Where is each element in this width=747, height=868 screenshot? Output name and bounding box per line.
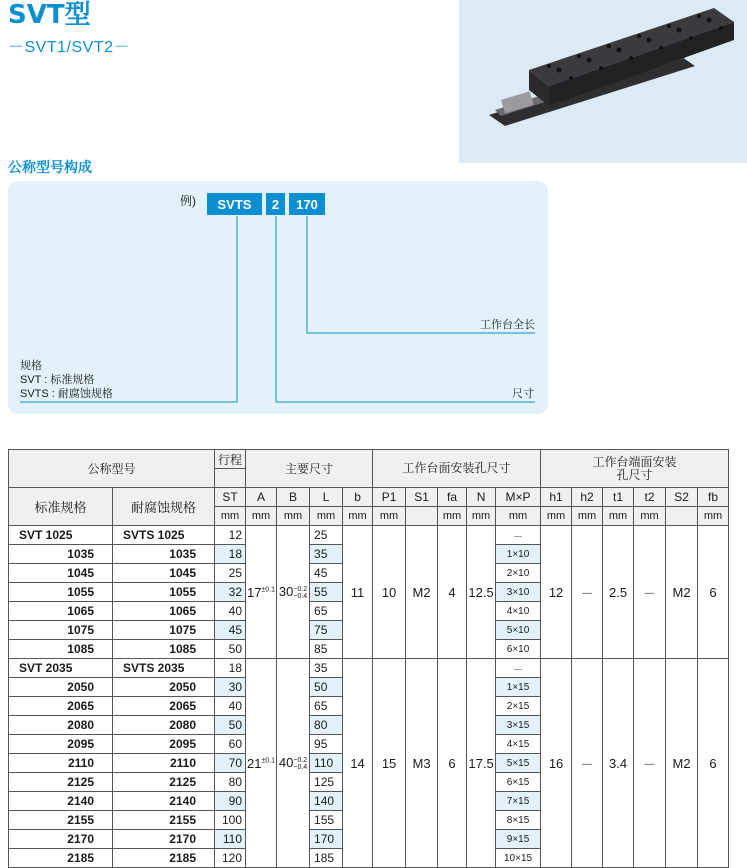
dim-MxP: 3×10 bbox=[496, 583, 541, 602]
dim-b: 14 bbox=[343, 659, 373, 868]
stroke-value: 80 bbox=[215, 773, 246, 792]
dim-MxP: 1×15 bbox=[496, 678, 541, 697]
dim-MxP: 5×10 bbox=[496, 621, 541, 640]
dim-P1: 15 bbox=[373, 659, 406, 868]
dim-L: 35 bbox=[310, 545, 343, 564]
dim-MxP: 3×15 bbox=[496, 716, 541, 735]
dim-A bbox=[246, 659, 277, 868]
dim-B-value: 30 bbox=[278, 584, 294, 600]
stroke-value: 18 bbox=[215, 659, 246, 678]
dim-b: 11 bbox=[343, 526, 373, 659]
dim-MxP: 7×15 bbox=[496, 792, 541, 811]
std-model: 2185 bbox=[9, 849, 113, 868]
unit-cell: mm bbox=[603, 507, 634, 526]
dim-L: 95 bbox=[310, 735, 343, 754]
table-row bbox=[9, 659, 729, 678]
cr-model: 2095 bbox=[113, 735, 215, 754]
std-model: 1045 bbox=[9, 564, 113, 583]
col-N: N bbox=[467, 488, 496, 507]
std-model: 2080 bbox=[9, 716, 113, 735]
dim-S2: M2 bbox=[666, 526, 698, 659]
cr-model: 2050 bbox=[113, 678, 215, 697]
dim-B-tolerance bbox=[293, 586, 307, 600]
dim-L: 85 bbox=[310, 640, 343, 659]
code-series: SVTS bbox=[207, 193, 262, 215]
unit-cell bbox=[666, 507, 698, 526]
std-model: 1085 bbox=[9, 640, 113, 659]
dim-fa: 4 bbox=[438, 526, 467, 659]
stroke-value: 40 bbox=[215, 602, 246, 621]
col-h2: h2 bbox=[572, 488, 603, 507]
unit-cell: mm bbox=[215, 507, 246, 526]
col-S2: S2 bbox=[666, 488, 698, 507]
dim-L: 125 bbox=[310, 773, 343, 792]
stroke-value: 30 bbox=[215, 678, 246, 697]
dim-S1: M3 bbox=[406, 659, 438, 868]
dim-L: 185 bbox=[310, 849, 343, 868]
dim-MxP: － bbox=[496, 526, 541, 545]
dim-t1: 3.4 bbox=[603, 659, 634, 868]
cr-model: 1055 bbox=[113, 583, 215, 602]
cr-model: 1045 bbox=[113, 564, 215, 583]
dim-MxP: － bbox=[496, 659, 541, 678]
col-fb: fb bbox=[698, 488, 729, 507]
unit-cell bbox=[406, 507, 438, 526]
dim-L: 25 bbox=[310, 526, 343, 545]
std-model: 2110 bbox=[9, 754, 113, 773]
stroke-value: 120 bbox=[215, 849, 246, 868]
note-spec-cr: SVTS : 耐腐蚀规格 bbox=[20, 388, 113, 400]
header-stroke: 行程 bbox=[215, 450, 246, 469]
unit-cell: mm bbox=[310, 507, 343, 526]
dim-fb: 6 bbox=[698, 659, 729, 868]
stroke-value: 50 bbox=[215, 640, 246, 659]
std-model: 1055 bbox=[9, 583, 113, 602]
stroke-value: 45 bbox=[215, 621, 246, 640]
cr-model: 1035 bbox=[113, 545, 215, 564]
code-length: 170 bbox=[289, 193, 325, 215]
dim-h2: － bbox=[572, 659, 603, 868]
col-ST: ST bbox=[215, 488, 246, 507]
cr-model: 2080 bbox=[113, 716, 215, 735]
dim-A bbox=[246, 526, 277, 659]
dim-MxP: 8×15 bbox=[496, 811, 541, 830]
col-t1: t1 bbox=[603, 488, 634, 507]
dim-P1: 10 bbox=[373, 526, 406, 659]
cr-model: 2065 bbox=[113, 697, 215, 716]
stroke-value: 90 bbox=[215, 792, 246, 811]
stroke-value: 18 bbox=[215, 545, 246, 564]
dim-L: 45 bbox=[310, 564, 343, 583]
note-spec-std: SVT : 标准规格 bbox=[20, 374, 95, 386]
dim-S1: M2 bbox=[406, 526, 438, 659]
tol-upper: −0.2 bbox=[293, 585, 308, 593]
note-length: 工作台全长 bbox=[480, 319, 535, 331]
dim-B-value: 40 bbox=[278, 755, 294, 771]
stroke-value: 32 bbox=[215, 583, 246, 602]
dim-L: 35 bbox=[310, 659, 343, 678]
std-model: 1035 bbox=[9, 545, 113, 564]
dim-L: 50 bbox=[310, 678, 343, 697]
unit-cell: mm bbox=[634, 507, 666, 526]
dim-fa: 6 bbox=[438, 659, 467, 868]
dim-L: 155 bbox=[310, 811, 343, 830]
dim-N: 12.5 bbox=[467, 526, 496, 659]
dim-MxP: 6×15 bbox=[496, 773, 541, 792]
cr-model: 2155 bbox=[113, 811, 215, 830]
std-model: 1075 bbox=[9, 621, 113, 640]
stroke-value: 12 bbox=[215, 526, 246, 545]
dim-h2: － bbox=[572, 526, 603, 659]
unit-cell: mm bbox=[277, 507, 310, 526]
cr-model: 2170 bbox=[113, 830, 215, 849]
dim-B bbox=[277, 659, 310, 868]
unit-cell: mm bbox=[343, 507, 373, 526]
spec-table bbox=[8, 449, 729, 868]
col-L: L bbox=[310, 488, 343, 507]
tol-lower: −0.4 bbox=[293, 592, 308, 600]
unit-cell: mm bbox=[541, 507, 572, 526]
std-model: 2050 bbox=[9, 678, 113, 697]
section-title: 公称型号构成 bbox=[8, 160, 92, 176]
dim-t1: 2.5 bbox=[603, 526, 634, 659]
cr-model: 2125 bbox=[113, 773, 215, 792]
header-std: 标准规格 bbox=[9, 488, 113, 526]
unit-cell: mm bbox=[438, 507, 467, 526]
unit-cell: mm bbox=[572, 507, 603, 526]
std-model: 1065 bbox=[9, 602, 113, 621]
dim-B-tolerance bbox=[293, 757, 307, 771]
col-S1: S1 bbox=[406, 488, 438, 507]
dim-A-tolerance: ±0.1 bbox=[261, 586, 276, 594]
dim-MxP: 2×15 bbox=[496, 697, 541, 716]
cr-model: 2110 bbox=[113, 754, 215, 773]
std-model: SVT 2035 bbox=[9, 659, 113, 678]
std-model: 2095 bbox=[9, 735, 113, 754]
dim-L: 80 bbox=[310, 716, 343, 735]
page-title: SVT型 bbox=[8, 0, 91, 30]
cr-model: 1085 bbox=[113, 640, 215, 659]
header-cr: 耐腐蚀规格 bbox=[113, 488, 215, 526]
std-model: 2140 bbox=[9, 792, 113, 811]
dim-L: 75 bbox=[310, 621, 343, 640]
unit-cell: mm bbox=[246, 507, 277, 526]
stroke-value: 50 bbox=[215, 716, 246, 735]
page-subtitle: －SVT1/SVT2－ bbox=[8, 39, 130, 56]
dim-MxP: 9×15 bbox=[496, 830, 541, 849]
cr-model: 2185 bbox=[113, 849, 215, 868]
dim-MxP: 2×10 bbox=[496, 564, 541, 583]
dim-MxP: 6×10 bbox=[496, 640, 541, 659]
note-size: 尺寸 bbox=[512, 388, 534, 400]
tol-upper: −0.2 bbox=[293, 756, 308, 764]
col-t2: t2 bbox=[634, 488, 666, 507]
unit-cell: mm bbox=[467, 507, 496, 526]
cr-model: 1075 bbox=[113, 621, 215, 640]
dim-MxP: 10×15 bbox=[496, 849, 541, 868]
dim-S2: M2 bbox=[666, 659, 698, 868]
dim-MxP: 4×15 bbox=[496, 735, 541, 754]
dim-h1: 12 bbox=[541, 526, 572, 659]
cr-model: SVTS 2035 bbox=[113, 659, 215, 678]
dim-t2: － bbox=[634, 526, 666, 659]
std-model: SVT 1025 bbox=[9, 526, 113, 545]
dim-A-value: 17 bbox=[247, 584, 262, 600]
std-model: 2125 bbox=[9, 773, 113, 792]
dim-fb: 6 bbox=[698, 526, 729, 659]
dim-L: 65 bbox=[310, 697, 343, 716]
col-B: B bbox=[277, 488, 310, 507]
table-row bbox=[9, 526, 729, 545]
code-leader-lines bbox=[0, 0, 747, 420]
dim-t2: － bbox=[634, 659, 666, 868]
stroke-value: 60 bbox=[215, 735, 246, 754]
stroke-value: 70 bbox=[215, 754, 246, 773]
col-P1: P1 bbox=[373, 488, 406, 507]
unit-cell: mm bbox=[373, 507, 406, 526]
note-spec-title: 规格 bbox=[20, 360, 42, 372]
dim-A-value: 21 bbox=[247, 755, 262, 771]
cr-model: 2140 bbox=[113, 792, 215, 811]
col-h1: h1 bbox=[541, 488, 572, 507]
header-end-face: 工作台端面安装孔尺寸 bbox=[541, 450, 729, 488]
header-main-dims: 主要尺寸 bbox=[246, 450, 373, 488]
unit-cell: mm bbox=[496, 507, 541, 526]
dim-B bbox=[277, 526, 310, 659]
dim-N: 17.5 bbox=[467, 659, 496, 868]
stroke-value: 40 bbox=[215, 697, 246, 716]
std-model: 2170 bbox=[9, 830, 113, 849]
unit-cell: mm bbox=[698, 507, 729, 526]
std-model: 2155 bbox=[9, 811, 113, 830]
dim-MxP: 4×10 bbox=[496, 602, 541, 621]
code-size: 2 bbox=[266, 193, 285, 215]
header-table-face: 工作台面安装孔尺寸 bbox=[373, 450, 541, 488]
dim-h1: 16 bbox=[541, 659, 572, 868]
stroke-value: 110 bbox=[215, 830, 246, 849]
col-MxP: M×P bbox=[496, 488, 541, 507]
col-A: A bbox=[246, 488, 277, 507]
col-fa: fa bbox=[438, 488, 467, 507]
cr-model: 1065 bbox=[113, 602, 215, 621]
header-model: 公称型号 bbox=[9, 450, 215, 488]
stroke-value: 25 bbox=[215, 564, 246, 583]
dim-A-tolerance: ±0.1 bbox=[261, 757, 276, 765]
dim-L: 170 bbox=[310, 830, 343, 849]
dim-L: 110 bbox=[310, 754, 343, 773]
dim-L: 140 bbox=[310, 792, 343, 811]
dim-L: 65 bbox=[310, 602, 343, 621]
cr-model: SVTS 1025 bbox=[113, 526, 215, 545]
tol-lower: −0.4 bbox=[293, 763, 308, 771]
std-model: 2065 bbox=[9, 697, 113, 716]
dim-MxP: 5×15 bbox=[496, 754, 541, 773]
stroke-value: 100 bbox=[215, 811, 246, 830]
example-label: 例) bbox=[180, 194, 196, 208]
dim-MxP: 1×10 bbox=[496, 545, 541, 564]
col-b: b bbox=[343, 488, 373, 507]
dim-L: 55 bbox=[310, 583, 343, 602]
